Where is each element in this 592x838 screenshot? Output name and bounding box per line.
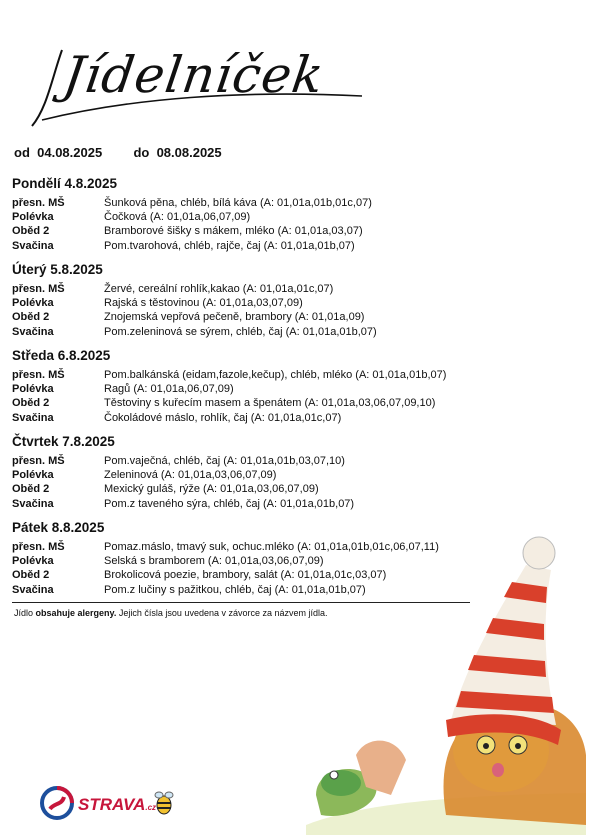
meal-type: Oběd 2 <box>12 483 50 496</box>
dish: Znojemská vepřová pečeně, brambory (A: 01,01a,09) <box>104 311 365 324</box>
cat-illustration <box>296 525 586 835</box>
strava-logo-text <box>78 795 156 815</box>
meal-type: přesn. MŠ <box>12 369 65 381</box>
meal-row <box>12 468 482 482</box>
dish: Čokoládové máslo, rohlík, čaj (A: 01,01a,01c,07) <box>104 411 342 424</box>
meal-type: Polévka <box>12 555 54 568</box>
striped-hat <box>446 537 561 745</box>
dish: Brokolicová poezie, brambory, salát (A: 01,01a,01c,03,07) <box>104 569 387 582</box>
meal-row <box>12 196 482 210</box>
day-title: Pátek 8.8.2025 <box>12 520 105 535</box>
meal-row <box>12 224 482 238</box>
strava-suffix: .cz <box>145 803 157 812</box>
meal-type: Oběd 2 <box>12 311 50 324</box>
dish: Ragů (A: 01,01a,06,07,09) <box>104 383 234 396</box>
meal-type: Oběd 2 <box>12 225 50 238</box>
meal-type: přesn. MŠ <box>12 197 65 209</box>
meal-type: Polévka <box>12 469 54 482</box>
meal-row <box>12 239 482 253</box>
cat-tongue <box>492 763 504 777</box>
dish: Mexický guláš, rýže (A: 01,01a,03,06,07,09) <box>104 483 319 496</box>
dish: Pom.tvarohová, chléb, rajče, čaj (A: 01,01a,01b,07) <box>104 239 355 252</box>
allergen-note-suffix: Jejich čísla jsou uvedena v závorce za názvem jídla. <box>118 608 328 618</box>
meal-row <box>12 325 482 339</box>
meal-row <box>12 411 482 425</box>
strava-logo <box>40 785 180 825</box>
frog <box>321 770 361 796</box>
from-date: 04.08.2025 <box>37 145 103 160</box>
meal-type: Svačina <box>12 325 54 338</box>
dish: Pomaz.máslo, tmavý suk, ochuc.mléko (A: 01,01a,01b,01c,06,07,11) <box>104 541 439 553</box>
day-title: Úterý 5.8.2025 <box>12 262 103 277</box>
dish: Žervé, cereální rohlík,kakao (A: 01,01a,01c,07) <box>104 283 334 295</box>
day-thursday <box>12 434 482 511</box>
day-title: Středa 6.8.2025 <box>12 348 111 363</box>
meal-row <box>12 454 482 468</box>
meal-type: Polévka <box>12 211 54 224</box>
meal-type: Svačina <box>12 239 54 252</box>
meal-row <box>12 210 482 224</box>
dish: Selská s bramborem (A: 01,01a,03,06,07,09) <box>104 555 324 568</box>
meal-row <box>12 282 482 296</box>
allergen-note-prefix: Jídlo <box>14 608 34 618</box>
page-title: Jídelníček <box>59 46 328 104</box>
meal-type: Oběd 2 <box>12 569 50 582</box>
meal-type: přesn. MŠ <box>12 283 65 295</box>
bee-icon <box>152 789 176 817</box>
dish: Bramborové šišky s mákem, mléko (A: 01,01a,03,07) <box>104 225 363 238</box>
dish: Šunková pěna, chléb, bílá káva (A: 01,01a,01b,01c,07) <box>104 197 372 209</box>
meal-row <box>12 396 482 410</box>
allergen-note-bold: obsahuje alergeny. <box>35 608 117 618</box>
dish: Rajská s těstovinou (A: 01,01a,03,07,09) <box>104 297 303 310</box>
from-label: od <box>14 145 30 160</box>
meal-type: přesn. MŠ <box>12 455 65 467</box>
day-monday <box>12 176 482 253</box>
day-title: Pondělí 4.8.2025 <box>12 176 118 191</box>
meal-type: Svačina <box>12 583 54 596</box>
allergen-note <box>14 608 328 618</box>
strava-logo-icon <box>40 785 74 821</box>
dish: Čočková (A: 01,01a,06,07,09) <box>104 211 251 224</box>
meal-type: přesn. MŠ <box>12 541 65 553</box>
dish: Pom.z taveného sýra, chléb, čaj (A: 01,01a,01b,07) <box>104 497 355 510</box>
meal-type: Svačina <box>12 411 54 424</box>
to-label: do <box>133 145 150 160</box>
dish: Zeleninová (A: 01,01a,03,06,07,09) <box>104 469 277 482</box>
day-title: Čtvrtek 7.8.2025 <box>12 434 115 449</box>
meal-row <box>12 368 482 382</box>
dish: Pom.vaječná, chléb, čaj (A: 01,01a,01b,03,07,10) <box>104 455 345 467</box>
strava-name: STRAVA <box>78 795 146 814</box>
meal-type: Polévka <box>12 383 54 396</box>
meal-row <box>12 296 482 310</box>
meal-row <box>12 482 482 496</box>
dish: Těstoviny s kuřecím masem a špenátem (A: 01,01a,03,06,07,09,10) <box>104 397 436 410</box>
title-block <box>22 28 372 138</box>
dish: Pom.balkánská (eidam,fazole,kečup), chléb, mléko (A: 01,01a,01b,07) <box>104 369 447 381</box>
to-date: 08.08.2025 <box>156 145 222 160</box>
meal-type: Polévka <box>12 297 54 310</box>
dish: Pom.zeleninová se sýrem, chléb, čaj (A: 01,01a,01b,07) <box>104 325 377 338</box>
meal-row <box>12 310 482 324</box>
day-wednesday <box>12 348 482 425</box>
day-tuesday <box>12 262 482 339</box>
meal-row <box>12 497 482 511</box>
meal-type: Svačina <box>12 497 54 510</box>
meal-type: Oběd 2 <box>12 397 50 410</box>
dish: Pom.z lučiny s pažitkou, chléb, čaj (A: 01,01a,01b,07) <box>104 583 366 596</box>
date-range <box>14 145 222 160</box>
meal-row <box>12 382 482 396</box>
